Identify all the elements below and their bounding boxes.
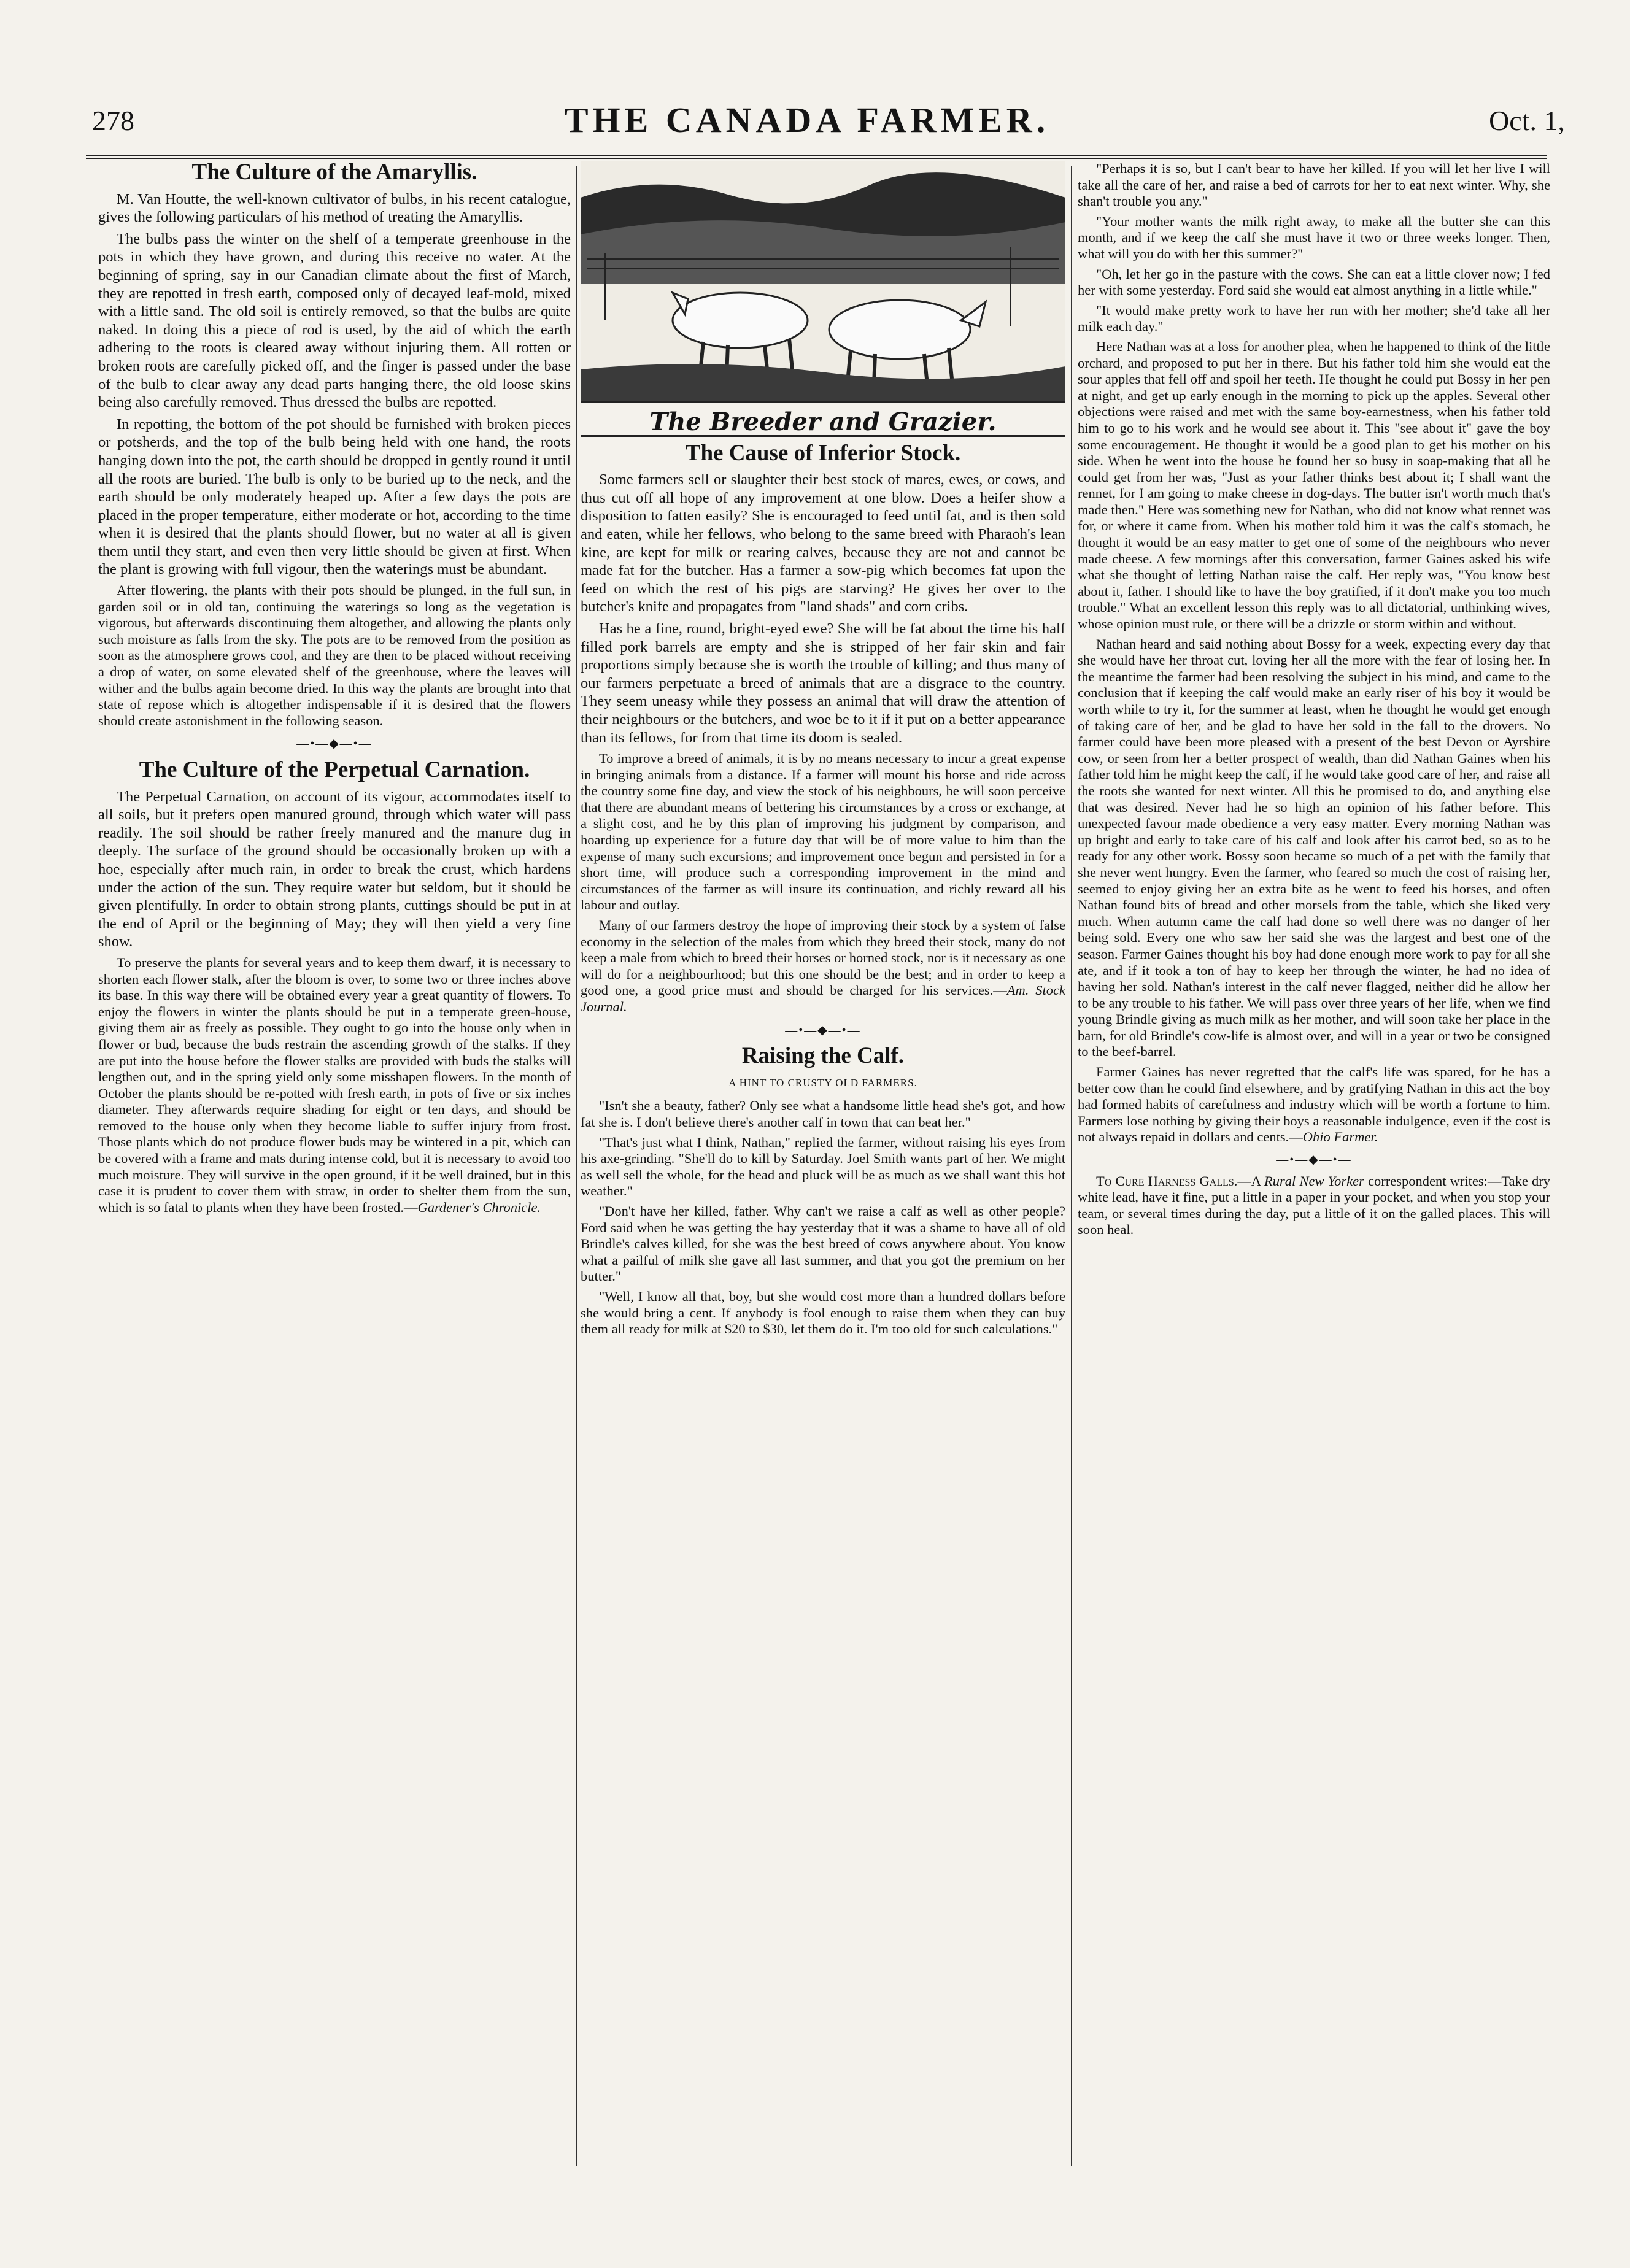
paragraph: "That's just what I think, Nathan," replied the farmer, without raising his eyes from his axe-grinding. "She'll do to kill by Saturday. Joel Smith wants part of her. We might as well sell the whole, for the head and pluck will be as much as we shall want this hot weather." (581, 1134, 1065, 1199)
paragraph: The bulbs pass the winter on the shelf of a temperate greenhouse in the pots in which they have grown, and during this receive no water. At the beginning of spring, say in our Canadian climate about the first of March, they are repotted in fresh earth, composed only of decayed leaf-mold, mixed with a little sand. The old soil is entirely removed, so that the bulbs are quite naked. In doing this a piece of rod is used, by the aid of which the earth adhering to the roots is cleared away without injuring them. All rotten or broken roots are carefully picked off, and the finger is passed under the base of the bulb to clear away any dead parts hanging there, the old loose skins being also carefully removed. Thus dressed the bulbs are repotted. (98, 230, 571, 411)
paragraph: After flowering, the plants with their pots should be plunged, in the full sun, in garden soil or in old tan, continuing the waterings so long as the vegetation is vigorous, but afterwards discontinuing them altogether, and allowing the plants only such moisture as falls from the sky. The pots are to be removed from the position as soon as the atmosphere grows cool, and they are then to be placed without receiving a drop of water, on some elevated shelf of the greenhouse, where the leaves will wither and the bulbs again become dried. In this way the plants are brought into that state of repose which is altogether indispensable if it is desired that the flowers should create astonishment in the following season. (98, 582, 571, 728)
article-title-inferior-stock: The Cause of Inferior Stock. (685, 440, 961, 466)
paragraph: Nathan heard and said nothing about Bossy for a week, expecting every day that she would have her throat cut, loving her all the more with the fear of losing her. In the meantime the farmer had been resolving the subject in his mind, and came to the conclusion that if keeping the calf would make an early riser of his boy it would be worth while to try it, for the summer at least, when he thought he would get enough of taking care of her, and be glad to have her sold in the fall to the drovers. No farmer could have been more pleased with a present of the best Devon or Ayrshire cow, or seen from her a better prospect of wealth, than did Nathan Gaines when his father told him he might keep the calf, if he would take good care of her, and raise all the roots she wanted for next winter. All this he promised to do, and anything else that was desired. Never had he so high an opinion of his father before. This unexpected favour made obedience a very easy matter. Every morning Nathan was up bright and early to take care of his calf and look after his carrot bed, so as to be ready for any other work. Bossy soon became so much of a pet with the family that she never went hungry. Even the farmer, who feared so much the cost of raising her, seemed to enjoy giving her an extra bite as he went to feed his horses, and often Nathan found bits of bread and other morsels from the table, which she liked very much. When autumn came the calf had done so well there was no danger of her being sold. Every one who saw her said she was the largest and best one of the season. Farmer Gaines thought his boy had done enough more work to pay for all she ate, and if it took a ton of hay to keep her through the winter, he had no idea of having her sold. Nathan's interest in the calf never flagged, neither did he allow her to be any trouble to his father. We will pass over three years of her life, when we find young Brindle giving as much milk as her mother, and will soon take her place in the barn, for old Brindle's cow-life is almost over, and will in a year or two be consigned to the beef-barrel. (1078, 636, 1550, 1060)
column-divider-1 (576, 166, 577, 2166)
column-divider-2 (1071, 166, 1072, 2166)
paragraph: Some farmers sell or slaughter their best stock of mares, ewes, or cows, and thus cut off all hope of any improvement at one blow. Does a heifer show a disposition to fatten easily? She is encouraged to feed until fat, and is then sold and eaten, while her fellows, who belong to the same breed with Pharaoh's lean kine, are kept for milk or rearing calves, because they are not and cannot be made fat for the butcher. Has a farmer a sow-pig which becomes fat upon the feed on which the rest of his pigs are starving? He gives her over to the butcher's knife and propagates from "land shads" and corn cribs. (581, 471, 1065, 615)
paragraph: "Your mother wants the milk right away, to make all the butter she can this month, and if we keep the calf she must have it two or three weeks longer. Then, what will you do with her this summer?" (1078, 213, 1550, 261)
note-heading: To Cure Harness Galls. (1096, 1173, 1238, 1189)
article-title-raising-calf: Raising the Calf. (741, 1043, 905, 1069)
column-1 (98, 161, 571, 1219)
issue-date: Oct. 1, (1489, 105, 1565, 136)
source-credit: Am. Stock Journal. (581, 982, 1066, 1014)
paragraph: Has he a fine, round, bright-eyed ewe? She will be fat about the time his half filled pork barrels are empty and she is stripped of her fair skin and fair proportions simply because she is worth the trouble of killing; and thus many of our farmers perpetuate a breed of animals that are a disgrace to the country. They seem uneasy while they possess an animal that will draw the attention of their neighbours or the butchers, and woe be to it if it put on a better appearance than its fellows, for from that time its doom is sealed. (581, 620, 1065, 746)
article-byline: A HINT TO CRUSTY OLD FARMERS. (728, 1076, 917, 1089)
note-publication: Rural New Yorker (1264, 1173, 1364, 1189)
header-rule (86, 155, 1547, 156)
source-credit: Gardener's Chronicle. (417, 1199, 541, 1215)
paragraph (98, 955, 571, 1216)
paragraph (581, 917, 1065, 1016)
note-text: correspondent writes:—Take dry white lead, have it fine, put a little in a paper in your pocket, and when you stop your team, or several times during the day, put a little of it on the galled places. This will soon heal. (1078, 1173, 1550, 1238)
paragraph-text: To preserve the plants for several years and to keep them dwarf, it is necessary to shorten each flower stalk, after the bloom is over, to some two or three inches above its base. In this way there will be obtained every year a great quantity of flowers. To enjoy the flowers in winter the plants should be put in a temperate green-house, giving them air as freely as possible. They ought to go into the house only when in flower or bud, because the buds restrain the ascending growth of the stalks. If they are put into the house before the flower stalks are provided with buds the stalks will lengthen out, and in the spring yield only some misshapen flowers. In the month of October the plants should be re-potted with fresh earth, in pots of five or six inches diameter. They afterwards require shading for eight or ten days, and should be removed to the house only when they become liable to suffer injury from frost. Those plants which do not produce flower buds may be wintered in a pit, which can be covered with a frame and mats during intense cold, but it is necessary to avoid too much moisture. They will survive in the open ground, if it be well drained, but in this case it is prudent to cover them with straw, in order to shelter them from the sun, which is so fatal to plants when they have been frosted.— (98, 954, 571, 1215)
article-separator: —•—◆—•— (785, 1023, 861, 1037)
note-intro: —A (1237, 1173, 1265, 1189)
paragraph: The Perpetual Carnation, on account of its vigour, accommodates itself to all soils, but it prefers open manured ground, through which water will pass readily. The soil should be rather freely manured and the manure dug in deeply. The surface of the ground should be occasionally broken up with a hoe, especially after much rain, in order to break the crust, which hardens under the action of the sun. They require water but seldom, but it should be given plentifully. In order to obtain strong plants, cuttings should be put in at the end of April or the beginning of May; they will then yield a very fine show. (98, 788, 571, 951)
paragraph: "It would make pretty work to have her run with her mother; she'd take all her milk each day." (1078, 302, 1550, 334)
section-heading: The Breeder and Grazier. (649, 407, 997, 436)
source-credit: Ohio Farmer. (1302, 1129, 1378, 1145)
page-number: 278 (92, 105, 134, 136)
masthead-title: THE CANADA FARMER. (564, 100, 1050, 140)
paragraph: Here Nathan was at a loss for another plea, when he happened to think of the little orchard, and proposed to put her in there. But his father told him she would eat the sour apples that fell off and spoil her teeth. He thought he could put Bossy in her pen at night, and get up early enough in the morning to pick up the apples. Several other objections were raised and met with the same boy-earnestness, when his father told him to go to his work and he would see about it. This "see about it" gave the boy some encouragement. He thought it would be a good plan to get his mother on his side. When he went into the house he found her so busy in soap-making that all he could get from her was, "Just as your father thinks best about it; I shall want the rennet, for I am going to make cheese in dog-days. The butter isn't worth much that's made then." Here was something new for Nathan, who did not know what rennet was for, or where it came from. When his mother told him it was the calf's stomach, he thought it would be an easy matter to get one of some of the neighbours who never made cheese. A few mornings after this conversation, farmer Gaines asked his wife what she thought of letting Nathan raise the calf. Her reply was, "You know best about it, father. I should like to have the boy gratified, if it don't make you too much trouble." What an excellent lesson this reply was to all dictatorial, unthinking wives, whose opinion must rule, or there will be a drizzle or storm within and without. (1078, 338, 1550, 632)
paragraph: "Perhaps it is so, but I can't bear to have her killed. If you will let her live I will take all the care of her, and raise a bed of carrots for her to eat next winter. Why, she shan't trouble you any." (1078, 161, 1550, 209)
paragraph: "Oh, let her go in the pasture with the cows. She can eat a little clover now; I fed her with some yesterday. Ford said she would eat almost anything in a little while." (1078, 266, 1550, 298)
woodcut-illustration-cattle (581, 161, 1065, 403)
article-title-amaryllis: The Culture of the Amaryllis. (191, 160, 477, 185)
paragraph: M. Van Houtte, the well-known cultivator of bulbs, in his recent catalogue, gives the following particulars of his method of treating the Amaryllis. (98, 190, 571, 226)
column-3 (1078, 161, 1550, 1242)
page-header (49, 92, 1565, 153)
paragraph-text: Many of our farmers destroy the hope of improving their stock by a system of false economy in the selection of the males from which they breed their stock, many do not keep a male from which to breed their horses or horned stock, nor is it necessary as one will do for a neighbourhood; but this one should be the best; and in order to keep a good one, a good price must and should be charged for his services.— (581, 917, 1065, 998)
paragraph-text: Farmer Gaines has never regretted that the calf's life was spared, for he has a better cow than he could find elsewhere, and by gratifying Nathan in this act the boy had formed habits of carefulness and industry which will be worth a fortune to him. Farmers lose nothing by giving their boys a reasonable indulgence, even if the cost is not always repaid in dollars and cents.— (1078, 1064, 1550, 1145)
article-separator: —•—◆—•— (1276, 1153, 1352, 1167)
header-rule-thin (86, 158, 1547, 159)
column-2 (581, 161, 1065, 1341)
note-harness-galls (1078, 1173, 1550, 1238)
paragraph: To improve a breed of animals, it is by no means necessary to incur a great expense in bringing animals from a distance. If a farmer will mount his horse and ride across the country some fine day, and view the stock of his neighbours, he will soon perceive that there are abundant means of bettering his circumstances by a cross or exchange, at a slight cost, and he by this plan of improving his judgment by comparison, and hoarding up experience for a future day that will be of more value to him than the expense of many such excursions; and improvement once begun and persisted in for a short time, will produce such a corresponding improvement in the mind and circumstances of the farmer as will insure its continuation, and richly reward all his labour and outlay. (581, 750, 1065, 913)
article-title-carnation: The Culture of the Perpetual Carnation. (139, 757, 530, 782)
paragraph: In repotting, the bottom of the pot should be furnished with broken pieces or potsherds, and the top of the bulb being held with one hand, the roots hanging down into the pot, the earth should be dropped in gently round it until all the roots are buried. The bulb is only to be buried up to the neck, and the earth should be only moderately heaped up. After a few days the pots are placed in the proper temperature, either moderate or hot, according to the time when it is desired that the plants should flower, but no water at all is given them until they start, and even then very little should be given at first. When the plant is growing with full vigour, then the waterings must be abundant. (98, 415, 571, 578)
paragraph: "Don't have her killed, father. Why can't we raise a calf as well as other people? Ford said when he was getting the hay yesterday that it was a shame to have all of old Brindle's calves killed, for she was the best breed of cows anywhere about. You know what a pailful of milk she gave all last summer, and that you got the premium on her butter." (581, 1203, 1065, 1284)
paragraph (1078, 1064, 1550, 1146)
paragraph: "Well, I know all that, boy, but she would cost more than a hundred dollars before she would bring a cent. If anybody is fool enough to raise them when they can buy them all ready for milk at $20 to $30, let them do it. I'm too old for such calculations." (581, 1288, 1065, 1337)
article-separator: —•—◆—•— (296, 737, 373, 751)
paragraph: "Isn't she a beauty, father? Only see what a handsome little head she's got, and how fat she is. I don't believe there's another calf in town that can beat her." (581, 1098, 1065, 1130)
